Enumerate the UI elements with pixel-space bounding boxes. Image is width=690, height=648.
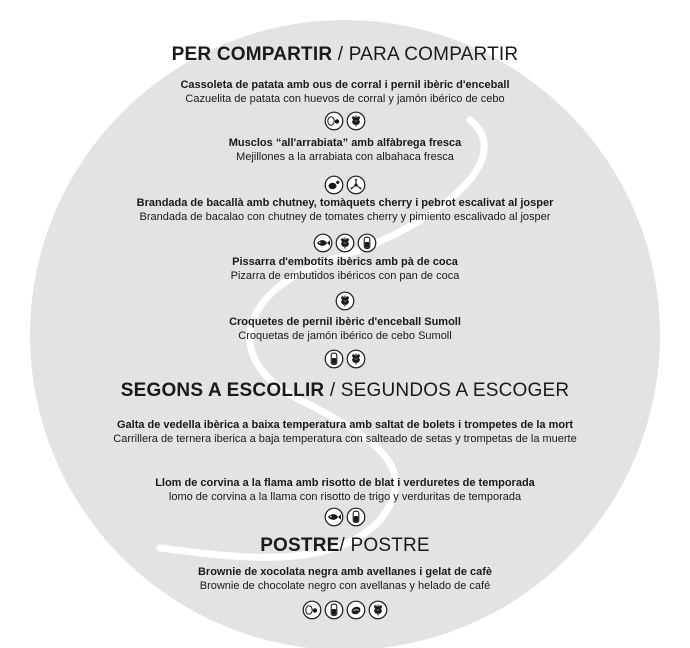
section-title: POSTRE (260, 535, 340, 556)
milk-icon (324, 600, 344, 620)
dish-name: Brownie de xocolata negra amb avellanes i gelat de cafè (197, 566, 493, 578)
allergen-icons (0, 600, 690, 620)
allergen-icons (0, 349, 690, 369)
allergen-icons (0, 291, 690, 311)
section-subtitle: / SEGUNDOS A ESCOGER (324, 380, 570, 401)
section-heading (0, 535, 690, 557)
mollusc-icon (324, 175, 344, 195)
dish-name: Croquetes de pernil ibèric d'enceball Sumoll (229, 316, 461, 328)
dish-description: Cazuelita de patata con huevos de corral y jamón ibérico de cebo (185, 93, 505, 105)
sulphite-icon (346, 175, 366, 195)
dish-description: Brandada de bacalao con chutney de tomates cherry y pimiento escalivado al josper (139, 211, 551, 223)
dish-description: Brownie de chocolate negro con avellanas y helado de café (199, 580, 491, 592)
dish-name: Llom de corvina a la flama amb risotto de blat i verduretes de temporada (155, 477, 535, 489)
dish-description: Pizarra de embutidos ibéricos con pan de coca (230, 270, 460, 282)
nuts-icon (346, 600, 366, 620)
dish-description: Mejillones a la arrabiata con albahaca fresca (236, 151, 454, 163)
dish-description: lomo de corvina a la llama con risotto de trigo y verduritas de temporada (168, 491, 522, 503)
dish-description: Carrillera de ternera iberica a baja temperatura con salteado de setas y trompetas de la muerte (113, 433, 577, 445)
gluten-icon (335, 291, 355, 311)
dish-description: Croquetas de jamón ibérico de cebo Sumoll (238, 330, 452, 342)
dish-name: Brandada de bacallà amb chutney, tomàquets cherry i pebrot escalivat al josper (136, 197, 554, 209)
section-heading (0, 380, 690, 402)
milk-icon (324, 349, 344, 369)
fish-icon (313, 233, 333, 253)
allergen-icons (0, 175, 690, 195)
dish-name: Galta de vedella ibèrica a baixa temperatura amb saltat de bolets i trompetes de la mort (116, 419, 574, 431)
allergen-icons (0, 111, 690, 131)
section-title: PER COMPARTIR (171, 44, 333, 65)
milk-icon (346, 507, 366, 527)
egg-icon (324, 111, 344, 131)
dish-name: Musclos “all'arrabiata” amb alfàbrega fresca (228, 137, 462, 149)
allergen-icons (0, 233, 690, 253)
section-title: SEGONS A ESCOLLIR (120, 380, 325, 401)
gluten-icon (346, 111, 366, 131)
section-subtitle: / PARA COMPARTIR (332, 44, 519, 65)
milk-icon (357, 233, 377, 253)
fish-icon (324, 507, 344, 527)
egg-icon (302, 600, 322, 620)
gluten-icon (346, 349, 366, 369)
dish-name: Pissarra d'embotits ibèrics amb pà de coca (232, 256, 458, 268)
allergen-icons (0, 507, 690, 527)
gluten-icon (335, 233, 355, 253)
section-subtitle: / POSTRE (339, 535, 430, 556)
section-heading (0, 44, 690, 66)
dish-name: Cassoleta de patata amb ous de corral i pernil ibèric d'enceball (180, 79, 510, 91)
gluten-icon (368, 600, 388, 620)
